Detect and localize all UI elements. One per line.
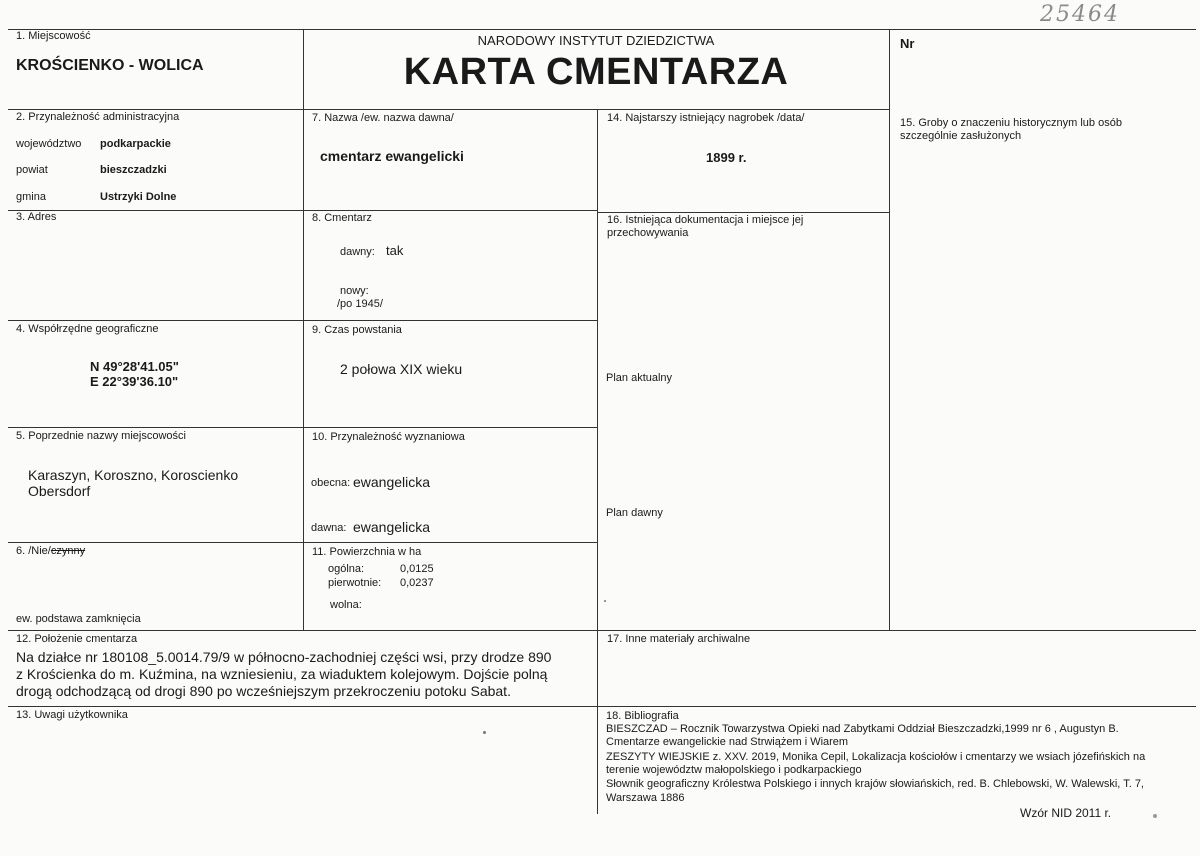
closure-basis-label: ew. podstawa zamknięcia: [16, 613, 141, 625]
plan-former-label: Plan dawny: [606, 507, 663, 519]
location-line-3: drogą odchodzącą od drogi 890 po wcześniejszym przekroczeniu potoku Sabat.: [16, 683, 511, 699]
bibliography-line-4: terenie województw małopolskiego i podkarpackiego: [606, 764, 862, 776]
field-16-label-line-1: 16. Istniejąca dokumentacja i miejsce jej: [607, 214, 804, 226]
field-2-label: 2. Przynależność administracyjna: [16, 111, 180, 123]
field-6-label-struck: czynny: [50, 545, 86, 557]
county-value: bieszczadzki: [100, 164, 167, 176]
field-18-label: 18. Bibliografia: [606, 710, 679, 722]
commune-label: gmina: [16, 191, 46, 203]
voivodeship-value: podkarpackie: [100, 138, 171, 150]
field-13-label: 13. Uwagi użytkownika: [16, 709, 128, 721]
field-15-label-line-1: 15. Groby o znaczeniu historycznym lub osób: [900, 117, 1122, 129]
location-line-2: z Krościenka do m. Kuźmina, na wzniesieniu, za wiaduktem kolejowym. Dojście polną: [16, 666, 548, 682]
rule-row2: [8, 109, 889, 110]
field-9-label: 9. Czas powstania: [312, 324, 402, 336]
former-names-line-1: Karaszyn, Koroszno, Koroscienko: [28, 467, 239, 483]
county-label: powiat: [16, 164, 48, 176]
commune-value: Ustrzyki Dolne: [100, 191, 177, 203]
area-total-value: 0,0125: [400, 563, 434, 575]
rule-row8: [8, 706, 1196, 707]
voivodeship-label: województwo: [16, 138, 82, 150]
current-denomination-label: obecna:: [311, 477, 351, 489]
bibliography-line-1: BIESZCZAD – Rocznik Towarzystwa Opieki nad Zabytkami Oddział Bieszczadzki,1999 nr 6 , Augustyn B.: [606, 723, 1119, 735]
field-15-label-line-2: szczególnie zasłużonych: [900, 130, 1022, 142]
page-title: KARTA CMENTARZA: [403, 51, 789, 93]
scan-speck: [604, 600, 606, 602]
new-cemetery-sublabel: /po 1945/: [337, 298, 383, 310]
rule-col-c: [889, 29, 890, 630]
form-template-version: Wzór NID 2011 r.: [1020, 806, 1112, 820]
field-12-label: 12. Położenie cmentarza: [16, 633, 138, 645]
former-denomination-value: ewangelicka: [353, 519, 431, 535]
oldest-tombstone-value: 1899 r.: [706, 150, 747, 165]
scan-speck: [483, 731, 486, 734]
institute-name: NARODOWY INSTYTUT DZIEDZICTWA: [477, 33, 715, 48]
area-original-label: pierwotnie:: [328, 577, 382, 589]
field-10-label: 10. Przynależność wyznaniowa: [312, 431, 465, 443]
field-4-label: 4. Współrzędne geograficzne: [16, 323, 159, 335]
bibliography-line-6: Warszawa 1886: [606, 792, 685, 804]
rule-col-a: [303, 29, 304, 630]
rule-col-b: [597, 109, 598, 814]
nr-label: Nr: [900, 36, 915, 51]
field-5-label: 5. Poprzednie nazwy miejscowości: [16, 430, 186, 442]
field-6-label-prefix: 6. /Nie/: [16, 545, 51, 557]
new-cemetery-label: nowy:: [340, 285, 369, 297]
former-names-line-2: Obersdorf: [28, 483, 91, 499]
field-1-value: KROŚCIENKO - WOLICA: [16, 57, 204, 74]
rule-row3-right: [597, 212, 889, 213]
rule-top: [8, 29, 1196, 30]
founding-time-value: 2 połowa XIX wieku: [340, 361, 463, 377]
field-1-label: 1. Miejscowość: [16, 30, 91, 42]
field-11-label: 11. Powierzchnia w ha: [312, 546, 422, 558]
cemetery-name-value: cmentarz ewangelicki: [320, 148, 464, 164]
field-6-label: [16, 545, 85, 558]
handwritten-catalog-number: 25464: [1040, 2, 1120, 27]
bibliography-line-3: ZESZYTY WIEJSKIE z. XXV. 2019, Monika Cepil, Lokalizacja kościołów i cmentarzy we wsiach józefińskich na: [606, 751, 1146, 763]
bibliography-line-5: Słownik geograficzny Królestwa Polskiego i innych krajów słowiańskich, red. B. Chlebowski, W. Walewski, T. 7,: [606, 778, 1144, 790]
former-cemetery-label: dawny:: [340, 246, 375, 258]
field-16-label-line-2: przechowywania: [607, 227, 689, 239]
field-17-label: 17. Inne materiały archiwalne: [607, 633, 751, 645]
current-denomination-value: ewangelicka: [353, 474, 431, 490]
rule-row7: [8, 630, 1196, 631]
field-3-label: 3. Adres: [16, 211, 57, 223]
longitude-value: E 22°39'36.10": [90, 374, 179, 389]
area-total-label: ogólna:: [328, 563, 365, 575]
field-14-label: 14. Najstarszy istniejący nagrobek /data/: [607, 112, 805, 124]
area-free-label: wolna:: [330, 599, 362, 611]
plan-current-label: Plan aktualny: [606, 372, 673, 384]
latitude-value: N 49°28'41.05": [90, 359, 179, 374]
former-cemetery-value: tak: [386, 243, 404, 258]
field-8-label: 8. Cmentarz: [312, 212, 372, 224]
former-denomination-label: dawna:: [311, 522, 347, 534]
area-original-value: 0,0237: [400, 577, 434, 589]
location-line-1: Na działce nr 180108_5.0014.79/9 w północno-zachodniej części wsi, przy drodze 890: [16, 649, 552, 665]
field-7-label: 7. Nazwa /ew. nazwa dawna/: [312, 112, 454, 124]
scan-speck: [1153, 814, 1157, 818]
bibliography-line-2: Cmentarze ewangelickie nad Strwiążem i Wiarem: [606, 736, 849, 748]
